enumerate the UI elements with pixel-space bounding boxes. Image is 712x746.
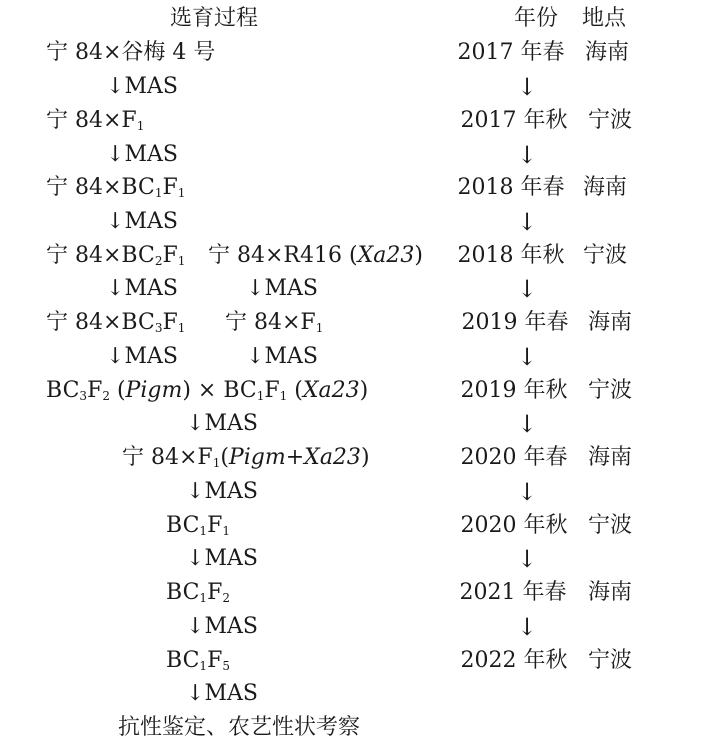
mas-step: ↓MAS xyxy=(186,614,258,639)
timeline-place: 宁波 xyxy=(587,648,633,673)
timeline-place: 海南 xyxy=(587,580,633,605)
down-arrow-icon: ↓ xyxy=(516,613,538,641)
down-arrow-icon: ↓ xyxy=(106,142,125,167)
down-arrow-icon: ↓ xyxy=(106,344,125,369)
timeline-place: 海南 xyxy=(587,310,633,335)
header-year: 年份 xyxy=(513,6,559,31)
down-arrow-icon: ↓ xyxy=(246,276,265,301)
step-bc1f1: $BC_1F_1$ xyxy=(166,513,230,538)
down-arrow-icon: ↓ xyxy=(516,208,538,236)
down-arrow-icon: ↓ xyxy=(186,614,205,639)
down-arrow-icon: ↓ xyxy=(516,478,538,506)
down-arrow-icon: ↓ xyxy=(106,74,125,99)
step-ning84-f1: 宁 $84\times F_1$ xyxy=(46,108,145,133)
header-process: 选育过程 xyxy=(169,6,259,31)
down-arrow-icon: ↓ xyxy=(186,411,205,436)
mas-step: ↓MAS xyxy=(106,74,178,99)
timeline-year: 2019 年春 xyxy=(461,310,569,335)
timeline-place: 宁波 xyxy=(587,513,633,538)
timeline-year: 2022 年秋 xyxy=(460,648,568,673)
mas-step: ↓MAS xyxy=(106,344,178,369)
down-arrow-icon: ↓ xyxy=(516,410,538,438)
timeline-place: 宁波 xyxy=(582,243,628,268)
step-cross-ning84-gumei4: 宁 84×谷梅 4 号 xyxy=(46,40,216,65)
timeline-year: 2018 年春 xyxy=(457,175,565,200)
mas-step: ↓MAS xyxy=(106,142,178,167)
timeline-place: 海南 xyxy=(587,445,633,470)
timeline-year: 2020 年春 xyxy=(460,445,568,470)
step-ning84-bc2f1: 宁 $84\times BC_2F_1$ xyxy=(46,243,186,268)
step-ning84-f1-xa23: 宁 $84\times F_1$ xyxy=(225,310,324,335)
step-ning84-bc1f1: 宁 $84\times BC_1F_1$ xyxy=(46,175,186,200)
timeline-year: 2019 年秋 xyxy=(460,378,568,403)
header-place: 地点 xyxy=(581,6,627,31)
timeline-year: 2020 年秋 xyxy=(460,513,568,538)
step-bc1f2: $BC_1F_2$ xyxy=(166,580,230,605)
down-arrow-icon: ↓ xyxy=(106,276,125,301)
down-arrow-icon: ↓ xyxy=(516,545,538,573)
down-arrow-icon: ↓ xyxy=(106,209,125,234)
down-arrow-icon: ↓ xyxy=(516,275,538,303)
down-arrow-icon: ↓ xyxy=(186,681,205,706)
mas-step: ↓MAS xyxy=(186,546,258,571)
timeline-year: 2017 年秋 xyxy=(460,108,568,133)
step-bc3f2-pigm-x-bc1f1-xa23: $BC_3F_2$ (Pigm) × $BC_1F_1$ (Xa23) xyxy=(46,378,369,403)
down-arrow-icon: ↓ xyxy=(186,546,205,571)
timeline-year: 2017 年春 xyxy=(457,40,565,65)
step-bc1f5: $BC_1F_5$ xyxy=(166,648,230,673)
timeline-place: 海南 xyxy=(584,40,630,65)
down-arrow-icon: ↓ xyxy=(246,344,265,369)
mas-step: ↓MAS xyxy=(186,411,258,436)
down-arrow-icon: ↓ xyxy=(516,141,538,169)
mas-step: ↓MAS xyxy=(246,344,318,369)
mas-step: ↓MAS xyxy=(106,276,178,301)
timeline-place: 海南 xyxy=(582,175,628,200)
mas-step: ↓MAS xyxy=(186,681,258,706)
down-arrow-icon: ↓ xyxy=(516,343,538,371)
down-arrow-icon: ↓ xyxy=(186,479,205,504)
mas-step: ↓MAS xyxy=(106,209,178,234)
step-ning84-f1-pigm-xa23: 宁 $84\times F_1(Pigm+Xa23)$ xyxy=(122,445,370,470)
step-resistance-agronomic-evaluation: 抗性鉴定、农艺性状考察 xyxy=(118,715,361,740)
mas-step: ↓MAS xyxy=(246,276,318,301)
step-ning84-r416-xa23: 宁 84×R416 (Xa23) xyxy=(208,243,423,268)
down-arrow-icon: ↓ xyxy=(516,73,538,101)
timeline-place: 宁波 xyxy=(587,108,633,133)
mas-step: ↓MAS xyxy=(186,479,258,504)
timeline-place: 宁波 xyxy=(587,378,633,403)
step-ning84-bc3f1: 宁 $84\times BC_3F_1$ xyxy=(46,310,186,335)
timeline-year: 2018 年秋 xyxy=(457,243,565,268)
timeline-year: 2021 年春 xyxy=(459,580,567,605)
